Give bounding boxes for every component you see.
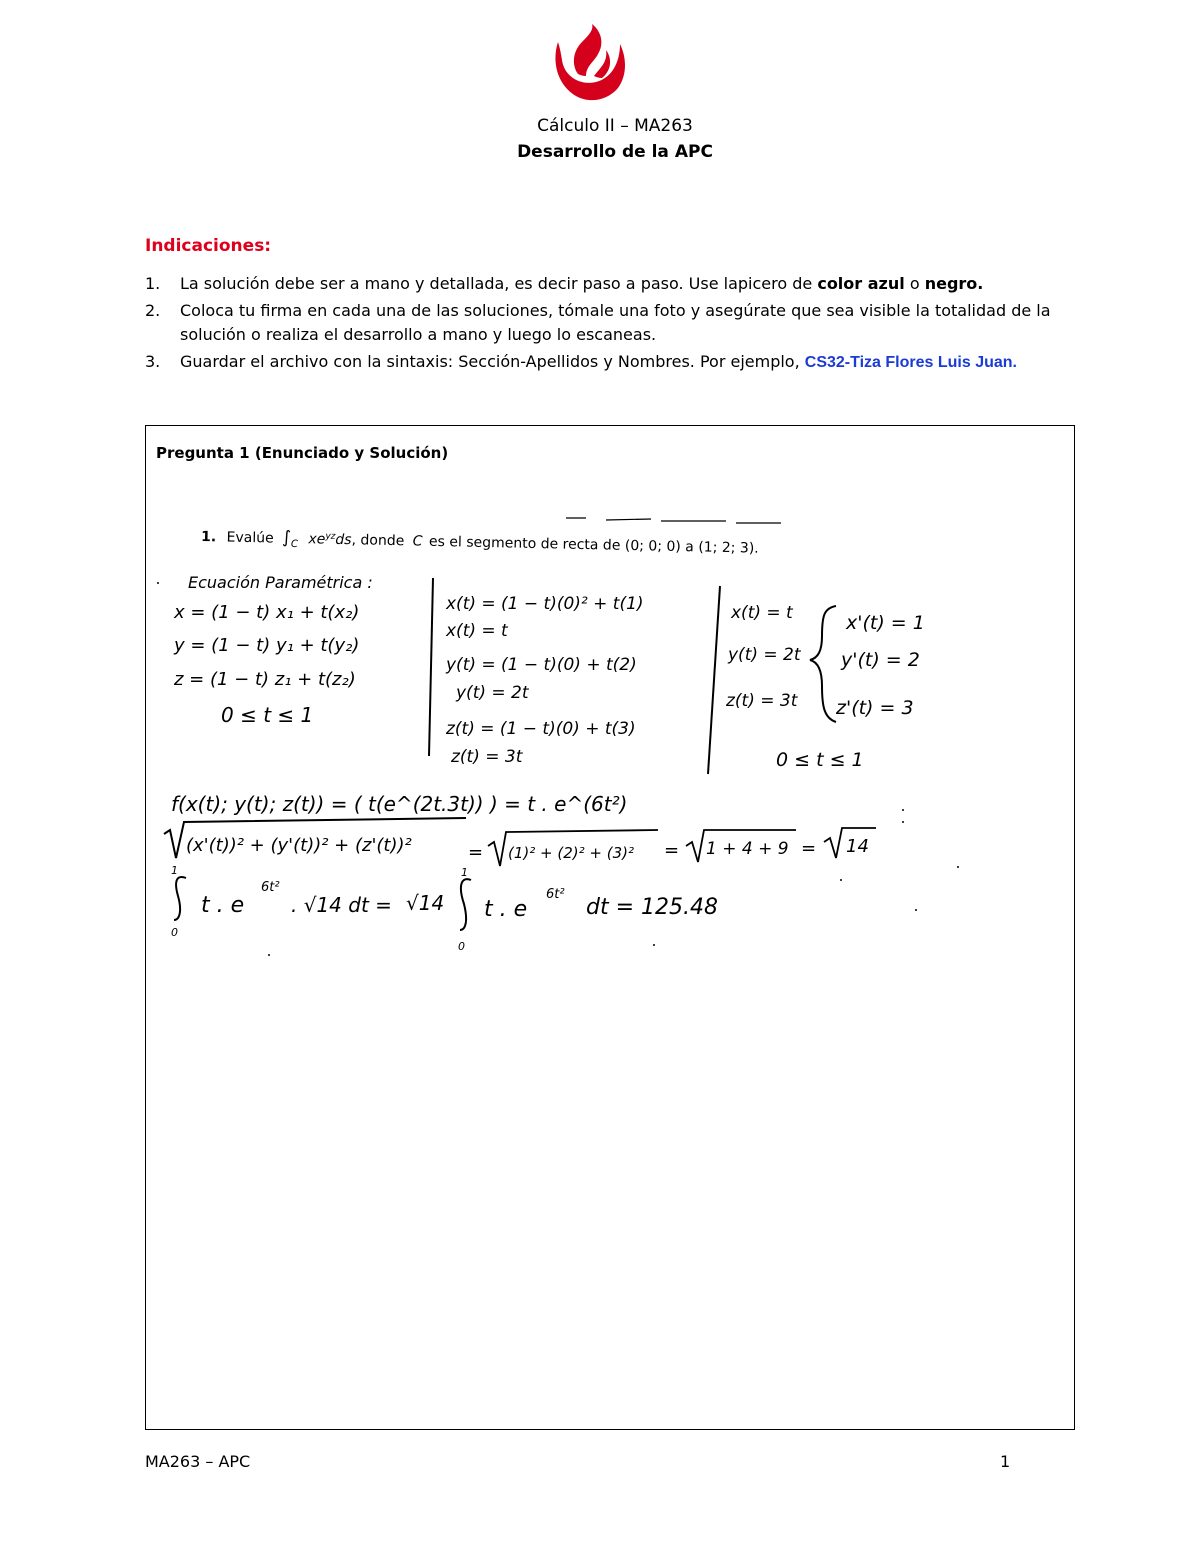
hw-line: z(t) = 3t: [726, 691, 798, 711]
integral-sub: C: [290, 538, 298, 551]
course-title: Cálculo II – MA263: [537, 116, 693, 136]
hw-line: y = (1 − t) y₁ + t(y₂): [174, 635, 360, 656]
instruction-number: 2.: [145, 301, 161, 320]
hw-line: 0 ≤ t ≤ 1: [776, 749, 864, 771]
hw-line: y(t) = 2t: [456, 683, 529, 703]
integrand-exp: yz: [325, 531, 336, 542]
logo-flame-inner: [574, 24, 601, 76]
int-upper: 1: [461, 866, 468, 879]
problem-number: 1.: [200, 529, 217, 546]
page-number: 1: [1000, 1452, 1011, 1471]
instruction-text: La solución debe ser a mano y detallada, es decir paso a paso. Use lapicero de: [180, 274, 818, 293]
hw-line: y'(t) = 2: [841, 649, 920, 671]
instruction-mid: o: [904, 274, 925, 293]
scan-speck: [957, 866, 959, 868]
hw-sqrt-a: (1)² + (2)² + (3)²: [508, 844, 634, 862]
answer-box: [145, 425, 1075, 1430]
hw-equals: =: [664, 840, 680, 861]
document-subtitle: Desarrollo de la APC: [517, 142, 713, 162]
int-right-rest: dt = 125.48: [586, 895, 718, 920]
hw-line: x'(t) = 1: [846, 612, 925, 634]
integral-sign: [174, 877, 186, 920]
scan-speck: [902, 809, 904, 811]
hw-sqrt-line: [164, 818, 876, 866]
instruction-bold-color: color azul: [817, 274, 905, 293]
ds-text: ds: [335, 531, 352, 549]
scan-speck: [268, 954, 270, 956]
hw-line: x = (1 − t) x₁ + t(x₂): [174, 602, 360, 623]
int-lower: 0: [458, 940, 465, 953]
hw-vertical-bar: [429, 578, 433, 756]
file-name-example: CS32-Tiza Flores Luis Juan.: [804, 354, 1017, 371]
instructions-list: [145, 272, 1090, 378]
solution-col1: [173, 573, 373, 727]
instruction-text: Coloca tu firma en cada una de las soluciones, tómale una foto y asegúrate que sea visible la totalidad de la solución o realiza el desarrollo a mano y luego lo escaneas.: [180, 301, 1051, 344]
hw-brace: [810, 606, 836, 722]
solution-col3: [725, 603, 864, 771]
integral-sign: [460, 879, 471, 930]
hw-sqrt-left: (x'(t))² + (y'(t))² + (z'(t))²: [186, 835, 412, 856]
curve-letter: C: [412, 533, 423, 550]
statement-middle: , donde: [351, 532, 405, 550]
int-left-rest: . √14 dt =: [291, 893, 392, 917]
hw-line: z'(t) = 3: [836, 697, 914, 719]
scan-speck: [902, 821, 904, 823]
hw-line: 0 ≤ t ≤ 1: [221, 703, 314, 727]
instructions-title: Indicaciones:: [145, 236, 272, 256]
hw-line: x(t) = t: [731, 603, 793, 623]
hw-line: Ecuación Paramétrica :: [188, 573, 373, 592]
int-right-exp: 6t²: [546, 887, 565, 902]
scan-speck: [840, 879, 842, 881]
instruction-number: 3.: [145, 352, 161, 371]
hw-equals: =: [468, 842, 484, 863]
int-left-exp: 6t²: [261, 880, 280, 895]
instruction-item: [145, 272, 1090, 296]
hw-vertical-bar: [708, 586, 720, 774]
instruction-text: Guardar el archivo con la sintaxis: Sección-Apellidos y Nombres. Por ejemplo,: [180, 352, 805, 371]
int-upper: 1: [171, 864, 178, 877]
scan-line: [606, 519, 651, 520]
hw-sqrt-b: 1 + 4 + 9: [706, 839, 789, 859]
svg-text:1. Evalúe ∫C: [201, 526, 759, 561]
instruction-number: 1.: [145, 274, 161, 293]
scan-speck: [157, 582, 159, 584]
solution-col2: [445, 594, 644, 767]
statement-suffix: es el segmento de recta de (0; 0; 0) a (1; 2; 3).: [428, 533, 759, 557]
hw-integral-line: [171, 864, 718, 953]
instruction-bold-black: negro.: [924, 274, 984, 293]
scan-speck: [915, 909, 917, 911]
int-right-coef: √14: [406, 891, 445, 915]
hw-line: y(t) = (1 − t)(0) + t(2): [446, 655, 637, 675]
hw-equals: =: [801, 838, 817, 859]
integral-sign: ∫: [281, 527, 292, 548]
int-lower: 0: [171, 926, 178, 939]
hw-f-line: f(x(t); y(t); z(t)) = ( t(e^(2t.3t)) ) = t . e^(6t²): [171, 792, 628, 816]
problem-prefix: Evalúe: [226, 529, 274, 547]
hw-line: z = (1 − t) z₁ + t(z₂): [174, 669, 356, 690]
solution-col4: [835, 612, 925, 719]
hw-line: x(t) = t: [446, 621, 508, 641]
hw-line: z(t) = 3t: [451, 747, 523, 767]
instruction-item: [145, 350, 1090, 375]
question-title: Pregunta 1 (Enunciado y Solución): [156, 444, 449, 462]
integrand: xe: [308, 531, 326, 548]
university-logo: [550, 22, 626, 104]
footer-course-code: MA263 – APC: [145, 1452, 251, 1471]
int-right-body: t . e: [484, 897, 528, 922]
int-left: t . e: [201, 893, 245, 918]
scan-speck: [653, 944, 655, 946]
instruction-item: [145, 299, 1090, 347]
hw-line: x(t) = (1 − t)(0)² + t(1): [446, 594, 644, 614]
hw-line: y(t) = 2t: [728, 645, 801, 665]
handwritten-solution: [146, 426, 1076, 1431]
hw-sqrt-c: 14: [846, 836, 869, 857]
hw-line: z(t) = (1 − t)(0) + t(3): [446, 719, 636, 739]
